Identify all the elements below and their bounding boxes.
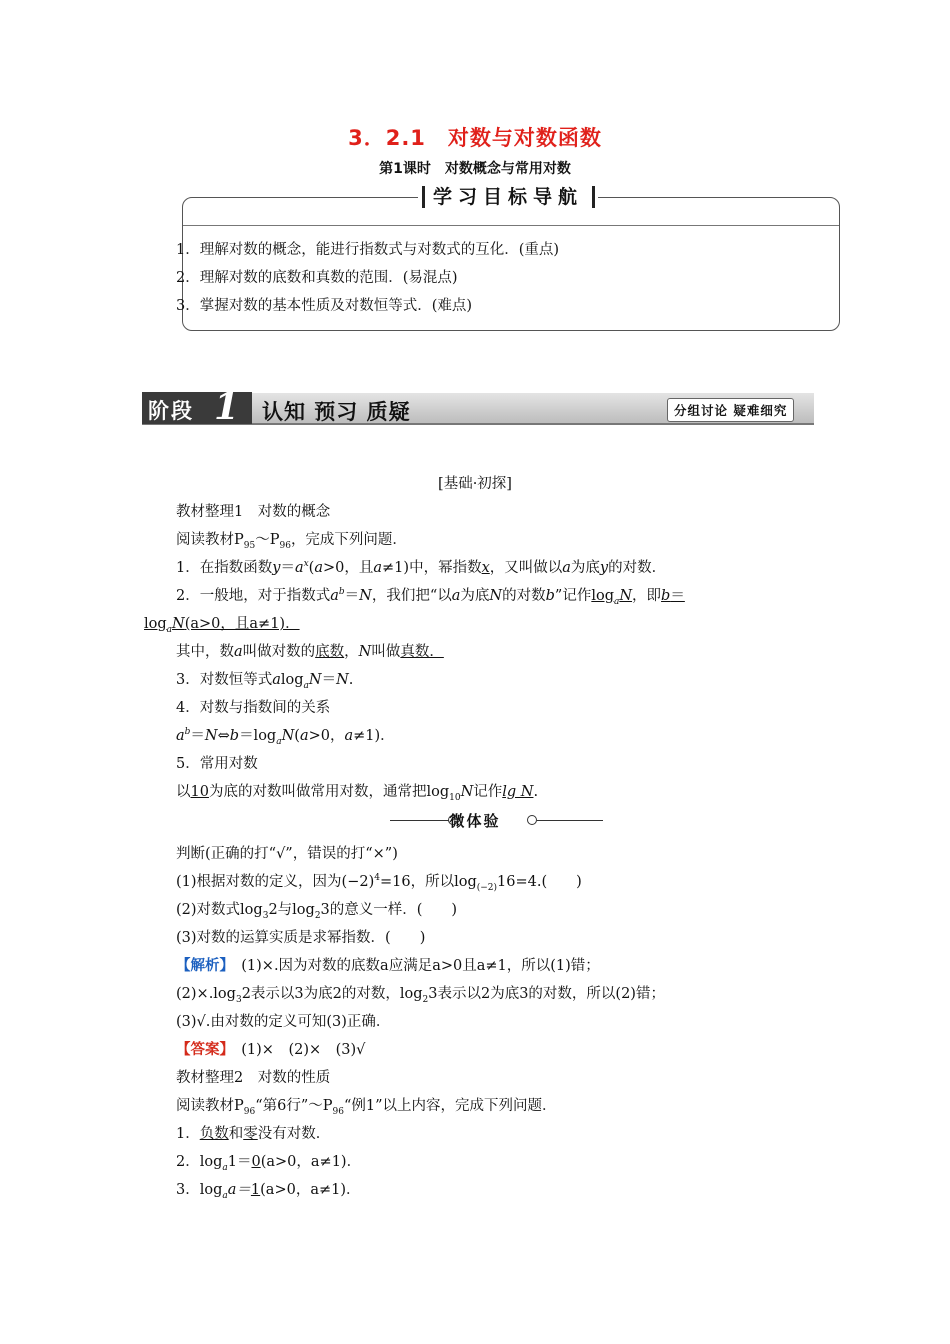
- answer-label: 【答案】: [176, 1041, 227, 1058]
- answer-line: 【答案】 (1)× (2)× (3)√: [176, 1041, 366, 1058]
- common-log-definition: 以10为底的对数叫做常用对数，通常把$\log_{10}N$记作lg N.: [176, 784, 539, 803]
- stage-badge: [142, 386, 252, 428]
- judgement-item: (3)对数的运算实质是求幂指数．( ): [176, 930, 426, 946]
- section-title: 3．2.1 对数与对数函数: [348, 126, 602, 150]
- judgement-item: (2)对数式$\log_32$与$\log_23$的意义一样．( ): [176, 902, 458, 921]
- analysis-line: 【解析】 (1)×.因为对数的底数a应满足a>0且a≠1，所以(1)错；: [176, 957, 600, 974]
- judgement-prompt: 判断(正确的打“√”，错误的打“×”): [176, 846, 398, 862]
- stage-word: 阶段: [148, 399, 194, 423]
- section-label: [基础·初探]: [438, 476, 512, 492]
- definition-item: 其中，数a叫做对数的底数，N叫做真数．: [176, 644, 444, 660]
- mini-rule-right: [537, 820, 603, 821]
- analysis-label: 【解析】: [176, 957, 227, 974]
- relation-formula: $a^b=N\Leftrightarrow b=\log_aN(a>0$，a≠1)．: [176, 727, 395, 747]
- property-item: 1．负数和零没有对数．: [176, 1126, 331, 1142]
- mini-dot-right: [527, 815, 537, 825]
- analysis-line: $(2)\times.\log_32$表示以3为底2的对数，$\log_23$表示以2为底3的对数，所以(2)错；: [176, 986, 665, 1005]
- topic-title: 教材整理2 对数的性质: [176, 1070, 331, 1086]
- goals-heading: 学习目标导航: [432, 186, 583, 208]
- property-item: 2．$\log_a1=0(a>0$，a≠1)．: [176, 1154, 362, 1173]
- lesson-subtitle: 第1课时 对数概念与常用对数: [379, 161, 571, 177]
- property-item: 3．$\log_aa=1(a>0$，a≠1)．: [176, 1182, 361, 1201]
- reading-instruction: 阅读教材$P_{96}“$第6行$”\sim P_{96}“$例1”以上内容，完成下列问题．: [176, 1098, 557, 1117]
- definition-item: 1．在指数函数$y=a^x(a>0$，且a≠1)中，幂指数x，又叫做以a为底y的对数．: [176, 559, 667, 576]
- reading-instruction: 阅读教材$P_{95}\sim P_{96}$，完成下列问题．: [176, 532, 407, 551]
- stage-title: 认知 预习 质疑: [262, 400, 411, 424]
- mini-heading: 微体验: [449, 812, 501, 830]
- definition-item: 2．一般地，对于指数式$a^b=N$，我们把“以a为底N的对数b”记作$\log_aN$，即b＝: [176, 587, 685, 607]
- goal-item: 1．理解对数的概念，能进行指数式与对数式的互化．(重点): [176, 242, 560, 258]
- stage-tag: 分组讨论 疑难细究: [667, 398, 794, 422]
- judgement-item: (1)根据对数的定义，因为$(-2)^4=16$，所以$\log_{(-2)}16=4$.( ): [176, 873, 582, 893]
- common-log-item: 5．常用对数: [176, 756, 258, 772]
- goal-item: 3．掌握对数的基本性质及对数恒等式．(难点): [176, 298, 473, 314]
- goal-item: 2．理解对数的底数和真数的范围．(易混点): [176, 270, 458, 286]
- goals-divider: [183, 225, 839, 226]
- topic-title: 教材整理1 对数的概念: [176, 504, 331, 520]
- relation-item: 4．对数与指数间的关系: [176, 700, 331, 716]
- stage-number: 1: [214, 386, 240, 428]
- identity-item: 3．对数恒等式alog$_a$N＝N.: [176, 672, 354, 691]
- analysis-line: (3)√.由对数的定义可知(3)正确．: [176, 1014, 391, 1030]
- definition-continued: $\log_aN(a>0$，且a≠1)．: [144, 616, 300, 635]
